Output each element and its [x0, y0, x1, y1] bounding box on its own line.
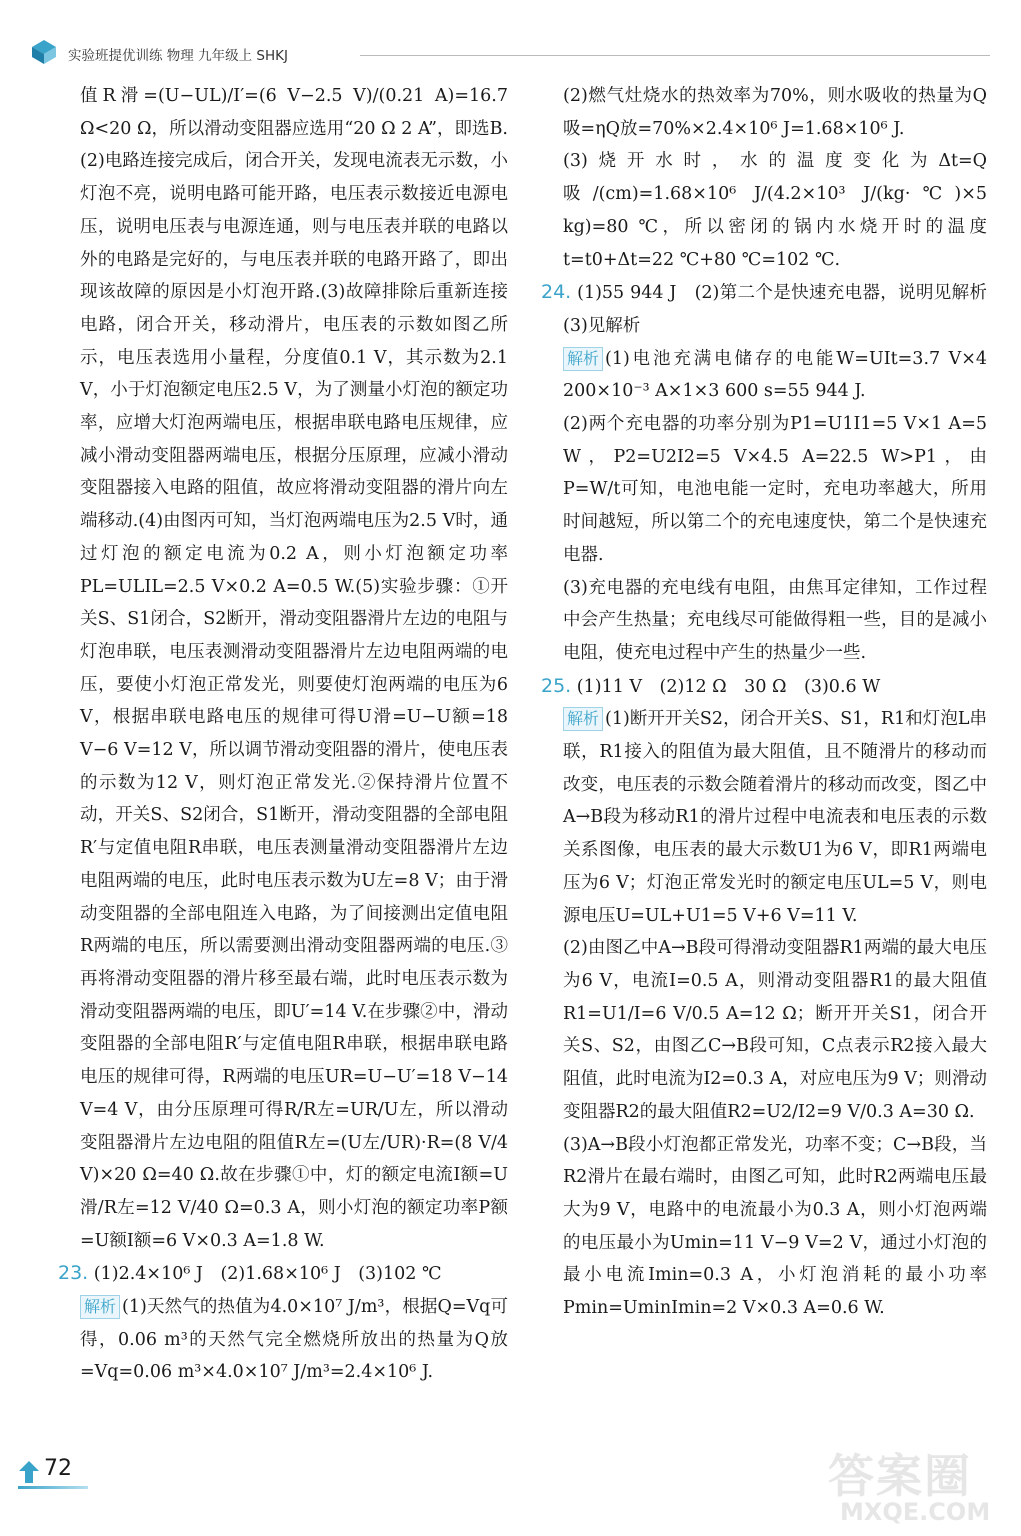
q23-answer: (1)2.4×10⁶ J (2)1.68×10⁶ J (3)102 ℃ [93, 1264, 442, 1285]
q24-analysis-tag: 解析 [563, 347, 603, 371]
watermark-text: 答案圈 [828, 1449, 972, 1503]
q25-analysis-2: (2)由图乙中A→B段可得滑动变阻器R1两端的最大电压为6 V，电流I=0.5 A，则滑动变阻器R1的最大阻值R1=U1/I=6 V/0.5 A=12 Ω；断开开关S1，闭合开关S、S2，由图乙C→B段可知，C点表示R2接入最大阻值，此时电流为I2=0.3 A，对应电压为9 V；则滑动变阻器R2的最大阻值R2=U2/I2=9 V/0.3 A=30 Ω. [563, 938, 987, 1122]
header-title: 实验班提优训练 物理 九年级上 SHKJ [68, 48, 288, 64]
watermark [828, 1440, 1008, 1530]
q24-analysis-3: (3)充电器的充电线有电阻，由焦耳定律知，工作过程中会产生热量；充电线尽可能做得粗一些，目的是减小电阻，使充电过程中产生的热量少一些. [563, 577, 987, 663]
q25-analysis-tag: 解析 [563, 707, 603, 731]
q23-number: 23. [58, 1262, 89, 1285]
q23-analysis-tag: 解析 [80, 1295, 120, 1319]
page-number: 72 [44, 1456, 72, 1481]
q25-answer: (1)11 V (2)12 Ω 30 Ω (3)0.6 W [576, 676, 881, 697]
left-column [58, 80, 508, 1389]
q24-answer-line [541, 276, 1005, 342]
q22-analysis-continued: 值R滑=(U−UL)/I′=(6 V−2.5 V)/(0.21 A)=16.7 Ω<20 Ω，所以滑动变阻器应选用“20 Ω 2 A”，即选B.(2)电路连接完成后，闭合开关，发现电流表无示数，小灯泡不亮，说明电路可能开路，电压表示数接近电源电压，说明电压表与电源连通，则与电压表并联的电路以外的电路是完好的，与电压表并联的电路开路了，即出现该故障的原因是小灯泡开路.(3)故障排除后重新连接电路，闭合开关，移动滑片，电压表的示数如图乙所示，电压表选用小量程，分度值0.1 V，其示数为2.1 V，小于灯泡额定电压2.5 V，为了测量小灯泡的额定功率，应增大灯泡两端电压，根据串联电路电压规律，应减小滑动变阻器两端电压，根据分压原理，应减小滑动变阻器接入电路的阻值，故应将滑动变阻器的滑片向左端移动.(4)由图丙可知，当灯泡两端电压为2.5 V时，通过灯泡的额定电流为0.2 A，则小灯泡额定功率PL=ULIL=2.5 V×0.2 A=0.5 W.(5)实验步骤：①开关S、S1闭合，S2断开，滑动变阻器滑片左边的电阻与灯泡串联，电压表测滑动变阻器滑片左边电阻两端的电压，要使小灯泡正常发光，则要使灯泡两端的电压为6 V，根据串联电路电压的规律可得U滑=U−U额=18 V−6 V=12 V，所以调节滑动变阻器的滑片，使电压表的示数为12 V，则灯泡正常发光.②保持滑片位置不动，开关S、S2闭合，S1断开，滑动变阻器的全部电阻R′与定值电阻R串联，电压表测量滑动变阻器滑片左边电阻两端的电压，此时电压表示数为U左=8 V；由于滑动变阻器的全部电阻连入电路，为了间接测出定值电阻R两端的电压，所以需要测出滑动变阻器两端的电压.③再将滑动变阻器的滑片移至最右端，此时电压表示数为滑动变阻器两端的电压，即U′=14 V.在步骤②中，滑动变阻器的全部电阻R′与定值电阻R串联，根据串联电路电压的规律可得，R两端的电压UR=U−U′=18 V−14 V=4 V，由分压原理可得R/R左=UR/U左，所以滑动变阻器滑片左边电阻的阻值R左=(U左/UR)·R=(8 V/4 V)×20 Ω=40 Ω.故在步骤①中，灯的额定电流I额=U滑/R左=12 V/40 Ω=0.3 A，则小灯泡的额定功率P额=U额I额=6 V×0.3 A=1.8 W. [80, 86, 508, 1251]
q23-answer-line [58, 1257, 508, 1291]
q24-analysis-2: (2)两个充电器的功率分别为P1=U1I1=5 V×1 A=5 W，P2=U2I2=5 V×4.5 A=22.5 W>P1，由P=W/t可知，电池电能一定时，充电功率越大，所用时间越短，所以第二个的充电速度快，第二个是快速充电器. [563, 414, 987, 565]
watermark-url: MXQE.COM [840, 1498, 991, 1526]
q25-answer-line [541, 670, 987, 704]
q24-analysis-1 [563, 343, 987, 408]
q25-number: 25. [541, 674, 572, 697]
q25-analysis-text-1: (1)断开开关S2，闭合开关S、S1，R1和灯泡L串联，R1接入的阻值为最大阻值，且不随滑片的移动而改变，电压表的示数会随着滑片的移动而改变，图乙中A→B段为移动R1的滑片过程中电流表和电压表的示数关系图像，电压表的最大示数U1为6 V，即R1两端电压为6 V；灯泡正常发光时的额定电压UL=5 V，则电源电压U=UL+U1=5 V+6 V=11 V. [563, 709, 987, 926]
up-arrow-icon [18, 1460, 40, 1484]
q25-analysis-3: (3)A→B段小灯泡都正常发光，功率不变；C→B段，当R2滑片在最右端时，由图乙可知，此时R2两端电压最大为9 V，电路中的电流最小为0.3 A，则小灯泡两端的电压最小为Umin=11 V−9 V=2 V，通过小灯泡的最小电流Imin=0.3 A，小灯泡消耗的最小功率Pmin=UminImin=2 V×0.3 A=0.6 W. [563, 1134, 987, 1319]
header-rule [360, 55, 990, 56]
page-number-badge [18, 1456, 88, 1488]
q24-number: 24. [541, 281, 572, 304]
q25-analysis-1 [563, 703, 987, 932]
right-column [541, 80, 1005, 1325]
book-logo-icon [30, 38, 58, 66]
q23-part3: (3)烧开水时，水的温度变化为Δt=Q吸/(cm)=1.68×10⁶ J/(4.2×10³ J/(kg·℃)×5 kg)=80 ℃，所以密闭的锅内水烧开时的温度t=t0+Δt=22 ℃+80 ℃=102 ℃. [563, 151, 987, 270]
page-header [30, 34, 990, 70]
q23-analysis-text: (1)天然气的热值为4.0×10⁷ J/m³，根据Q=Vq可得，0.06 m³的天然气完全燃烧所放出的热量为Q放=Vq=0.06 m³×4.0×10⁷ J/m³=2.4×10⁶ J. [80, 1297, 508, 1383]
q24-analysis-text-1: (1)电池充满电储存的电能W=UIt=3.7 V×4 200×10⁻³ A×1×3 600 s=55 944 J. [563, 348, 987, 402]
page-number-underline [18, 1486, 88, 1489]
q23-analysis [80, 1291, 508, 1389]
q24-answer: (1)55 944 J (2)第二个是快速充电器，说明见解析 (3)见解析 [563, 283, 1005, 336]
q23-part2: (2)燃气灶烧水的热效率为70%，则水吸收的热量为Q吸=ηQ放=70%×2.4×10⁶ J=1.68×10⁶ J. [563, 86, 987, 139]
